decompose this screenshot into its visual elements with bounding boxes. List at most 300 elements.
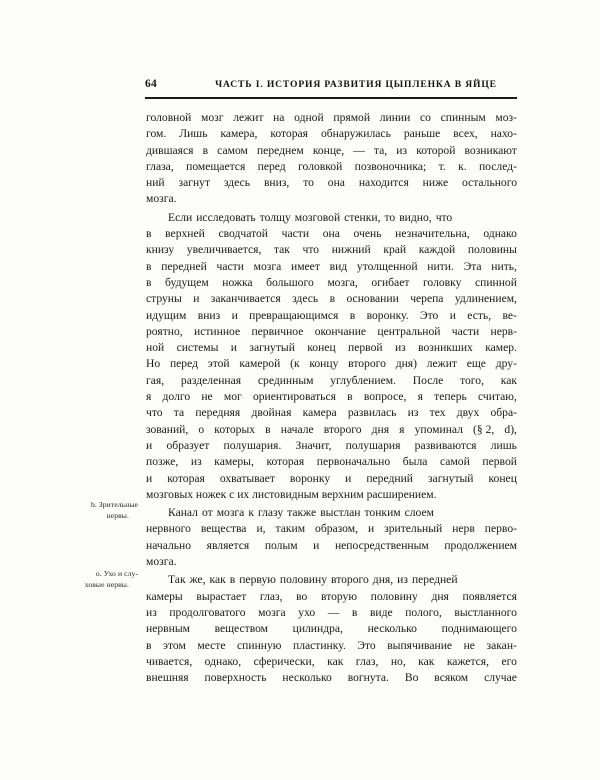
word: основании xyxy=(346,292,399,306)
word: передней xyxy=(411,573,458,587)
text-line xyxy=(146,521,517,537)
word: увеличивается, xyxy=(186,243,262,257)
word: из xyxy=(190,455,202,469)
word: продолжением xyxy=(444,538,517,552)
word: половины xyxy=(467,243,517,257)
word: ножка xyxy=(222,275,253,289)
word: как xyxy=(327,654,344,668)
word: что xyxy=(146,406,163,420)
word: в xyxy=(146,259,152,273)
paragraph-indent xyxy=(146,210,164,226)
word: что xyxy=(302,243,320,257)
sidenote-line: нервы. xyxy=(106,510,129,520)
word: и xyxy=(313,538,320,552)
word: Это xyxy=(419,308,439,322)
running-head xyxy=(145,78,517,96)
word: дня, xyxy=(372,573,394,587)
word: охватывает xyxy=(219,471,275,485)
word: гая, xyxy=(146,373,165,387)
word: Канал xyxy=(168,506,198,520)
word: заканчивается xyxy=(210,292,281,306)
text-line: мозга. xyxy=(146,555,177,569)
word: кажется, xyxy=(446,654,490,668)
word: концу xyxy=(309,357,339,371)
word: лежит xyxy=(426,357,457,371)
word: в xyxy=(351,605,358,619)
word: Значит, xyxy=(295,438,332,452)
word: превращающимся xyxy=(249,308,339,322)
word: чивается, xyxy=(146,654,193,668)
word: в xyxy=(265,422,271,436)
word: глазу xyxy=(257,506,284,520)
word: d), xyxy=(504,422,517,436)
word: ухо xyxy=(298,605,316,619)
text-line xyxy=(146,159,517,175)
word: конец xyxy=(307,341,336,355)
word: в xyxy=(349,308,356,322)
word: видно, xyxy=(399,210,432,224)
word: дру- xyxy=(495,357,517,371)
word: несколько xyxy=(282,671,332,685)
word: камерой xyxy=(239,357,281,371)
word: не xyxy=(463,638,475,652)
word: незначительна, xyxy=(395,227,470,241)
word: струны xyxy=(146,292,182,306)
word: в xyxy=(347,390,353,404)
word: остального xyxy=(461,176,517,190)
word: я xyxy=(417,390,423,404)
word: то xyxy=(384,210,396,224)
word: нить, xyxy=(491,259,517,273)
word: черепа xyxy=(410,292,444,306)
word: срединным xyxy=(257,373,314,387)
page-number: 64 xyxy=(145,78,157,90)
word: мог xyxy=(223,390,242,404)
word: этом xyxy=(163,638,186,652)
word: начально xyxy=(146,538,192,552)
word: мозга xyxy=(216,506,245,520)
text-line xyxy=(146,454,517,470)
word: здесь xyxy=(223,176,251,190)
word: первоначально xyxy=(316,455,391,469)
word: спинной xyxy=(474,275,517,289)
text-line xyxy=(146,373,517,389)
word: и xyxy=(193,292,200,306)
word: очень xyxy=(353,227,382,241)
word: позвоночника; xyxy=(354,159,427,173)
word: здесь xyxy=(292,292,319,306)
word: тонким xyxy=(364,506,401,520)
word: однако xyxy=(483,227,517,241)
word: лишь xyxy=(490,438,517,452)
paragraph xyxy=(146,210,517,503)
word: воронку xyxy=(289,471,331,485)
word: в xyxy=(329,292,336,306)
word: сферически, xyxy=(253,654,315,668)
word: таким xyxy=(275,522,306,536)
sidenote-optic-nerves xyxy=(42,500,138,521)
word: нервным xyxy=(146,622,190,636)
word: случае xyxy=(484,671,517,685)
word: идущим xyxy=(146,308,187,322)
word: закан- xyxy=(486,638,517,652)
word: в xyxy=(202,143,209,157)
word: конец xyxy=(488,471,517,485)
word: книзу xyxy=(146,243,175,257)
word: роятно, xyxy=(146,324,183,338)
text-line xyxy=(146,291,517,307)
text-line xyxy=(146,422,517,438)
word: загнутый xyxy=(427,471,474,485)
word: ниже xyxy=(422,176,449,190)
word: гом. xyxy=(146,127,167,141)
word: т. xyxy=(438,159,446,173)
word: месте xyxy=(197,638,226,652)
paragraph xyxy=(146,572,517,686)
text-line xyxy=(146,110,517,126)
word: большого xyxy=(266,275,314,289)
word: и xyxy=(146,438,153,452)
word: появляется xyxy=(462,589,517,603)
word: поднимающего xyxy=(441,622,517,636)
word: та, xyxy=(373,143,388,157)
text-line xyxy=(146,605,517,621)
word: мозга xyxy=(258,605,286,619)
word: которая xyxy=(270,127,309,141)
paragraph-indent xyxy=(146,572,164,588)
word: толщу xyxy=(259,210,291,224)
word: Во xyxy=(404,671,419,685)
text-line xyxy=(146,438,517,454)
word: спинную xyxy=(237,638,282,652)
word: ве- xyxy=(502,308,517,322)
word: которая xyxy=(167,471,205,485)
word: полым xyxy=(264,538,298,552)
text-line xyxy=(146,356,517,372)
word: дня) xyxy=(395,357,417,371)
word: обра- xyxy=(490,406,517,420)
word: головной xyxy=(146,111,192,124)
word: мозга, xyxy=(327,275,358,289)
word: и xyxy=(230,341,237,355)
text-line xyxy=(146,340,517,356)
word: считаю, xyxy=(478,390,517,404)
word: я xyxy=(146,390,152,404)
word: нижний xyxy=(331,243,371,257)
word: камеры, xyxy=(214,455,254,469)
word: загнутый xyxy=(249,341,295,355)
word: перед xyxy=(169,357,198,371)
word: которых xyxy=(214,422,256,436)
word: послед- xyxy=(478,159,517,173)
word: раньше xyxy=(403,127,441,141)
word: сводчатой xyxy=(218,227,268,241)
word: — xyxy=(353,143,365,157)
text-line xyxy=(146,226,517,242)
word: глаз, xyxy=(259,589,283,603)
word: огибает xyxy=(371,275,410,289)
text-line xyxy=(146,670,517,686)
word: как xyxy=(209,573,226,587)
word: первичное xyxy=(251,324,304,338)
word: которая xyxy=(266,455,305,469)
word: полого, xyxy=(405,605,442,619)
word: я xyxy=(399,422,405,436)
word: есть, xyxy=(467,308,492,322)
word: полушария. xyxy=(223,438,282,452)
word: головку xyxy=(422,275,462,289)
word: камеры xyxy=(146,589,183,603)
word: Лишь xyxy=(179,127,208,141)
word: слоем xyxy=(404,506,434,520)
word: перво- xyxy=(484,522,517,536)
word: которой xyxy=(416,143,456,157)
word: долго xyxy=(162,390,191,404)
word: мозг xyxy=(201,111,224,124)
word: от xyxy=(201,506,213,520)
word: переднем xyxy=(256,143,304,157)
text-line xyxy=(146,654,517,670)
word: вид xyxy=(329,259,348,273)
sidenote-line: о. Ухо и слу- xyxy=(95,569,138,578)
word: выстлан xyxy=(320,506,361,520)
word: пластинку. xyxy=(293,638,346,652)
word: зрительный xyxy=(384,522,443,536)
word: глаза, xyxy=(146,159,174,173)
text-line xyxy=(146,638,517,654)
running-title: ЧАСТЬ I. ИСТОРИЯ РАЗВИТИЯ ЦЫПЛЕНКА В ЯЙЦЕ xyxy=(215,79,497,90)
text-line xyxy=(146,572,517,588)
word: передний xyxy=(366,471,413,485)
sidenote-line: ховые нервы. xyxy=(84,579,129,589)
word: на xyxy=(273,111,285,124)
word: внешняя xyxy=(146,671,189,685)
paragraph xyxy=(146,505,517,570)
word: вниз xyxy=(197,308,221,322)
word: спинным xyxy=(440,111,486,124)
sidenote-ear-auditory-nerves xyxy=(42,569,138,590)
word: нерв xyxy=(452,522,475,536)
text-line xyxy=(146,471,517,487)
word: нервного xyxy=(146,522,191,536)
word: мозга xyxy=(253,259,282,273)
text-line xyxy=(146,505,517,521)
word: к xyxy=(248,506,254,520)
word: верхней xyxy=(165,227,205,241)
word: теперь xyxy=(434,390,467,404)
word: После xyxy=(412,373,444,387)
text-line xyxy=(146,143,517,159)
word: та xyxy=(173,406,185,420)
word: двойная xyxy=(251,406,292,420)
word: однако, xyxy=(204,654,242,668)
word: нахо- xyxy=(490,127,517,141)
word: части xyxy=(216,259,244,273)
word: линии xyxy=(379,111,411,124)
word: дившаяся xyxy=(146,143,194,157)
text-line xyxy=(146,175,517,191)
word: виде xyxy=(369,605,393,619)
word: цилиндра, xyxy=(292,622,343,636)
word: камер. xyxy=(485,341,517,355)
word: стенки, xyxy=(344,210,381,224)
word: в xyxy=(146,275,152,289)
word: всяком xyxy=(434,671,469,685)
word: образом, xyxy=(315,522,358,536)
word: Если xyxy=(168,210,193,224)
text-line xyxy=(146,275,517,291)
sidenote-line: b. Зрительные xyxy=(90,500,138,509)
word: будущем xyxy=(165,275,209,289)
paragraph xyxy=(146,110,517,208)
word: камера xyxy=(302,406,337,420)
word: из xyxy=(397,573,408,587)
word: моз- xyxy=(495,111,517,124)
text-line xyxy=(146,621,517,637)
word: камера, xyxy=(220,127,258,141)
word: передняя xyxy=(195,406,241,420)
word: ний xyxy=(146,176,165,190)
text-line xyxy=(146,589,517,605)
word: к. xyxy=(458,159,467,173)
text-line xyxy=(146,324,517,340)
word: нерв- xyxy=(490,324,517,338)
word: каждой xyxy=(418,243,456,257)
word: развилась xyxy=(347,406,397,420)
text-line xyxy=(146,389,517,405)
word: удлинением, xyxy=(454,292,517,306)
word: передней xyxy=(161,259,207,273)
word: второго xyxy=(323,422,362,436)
word: Это xyxy=(357,638,376,652)
word: всех, xyxy=(453,127,478,141)
word: из xyxy=(396,143,408,157)
word: как xyxy=(500,373,517,387)
header-rule xyxy=(145,97,517,99)
word: мозговой xyxy=(294,210,341,224)
word: полушария xyxy=(345,438,401,452)
body-text xyxy=(146,110,517,686)
word: так xyxy=(273,243,290,257)
word: Так xyxy=(168,573,186,587)
word: в xyxy=(146,638,152,652)
word: вопросе, xyxy=(363,390,407,404)
word: образует xyxy=(166,438,210,452)
word: развиваются xyxy=(414,438,477,452)
word: вогнута. xyxy=(347,671,389,685)
word: воронку. xyxy=(366,308,409,322)
word: первой xyxy=(482,455,517,469)
word: перед xyxy=(257,159,286,173)
word: части xyxy=(281,227,310,241)
word: вторую xyxy=(321,589,358,603)
word: позже, xyxy=(146,455,179,469)
word: первую xyxy=(239,573,276,587)
word: — xyxy=(327,605,340,619)
word: половину xyxy=(370,589,418,603)
word: тех xyxy=(429,406,446,420)
word: не xyxy=(201,390,213,404)
text-line xyxy=(146,126,517,142)
word: второго xyxy=(348,357,386,371)
word: двух xyxy=(456,406,480,420)
word: из xyxy=(146,605,157,619)
word: обнаружилась xyxy=(320,127,391,141)
word: веществом xyxy=(214,622,268,636)
word: утолщенной xyxy=(356,259,418,273)
word: является xyxy=(206,538,250,552)
word: прямой xyxy=(333,111,371,124)
text-line xyxy=(146,538,517,554)
word: центральной xyxy=(377,324,441,338)
word: его xyxy=(501,654,517,668)
word: самом xyxy=(217,143,248,157)
word: ной xyxy=(146,341,165,355)
word: глаз, xyxy=(355,654,379,668)
word: же, xyxy=(189,573,206,587)
word: дня xyxy=(371,422,390,436)
word: зований, xyxy=(146,422,189,436)
word: системы xyxy=(176,341,219,355)
word: выстланного xyxy=(454,605,517,619)
word: самой xyxy=(440,455,470,469)
word: имеет xyxy=(290,259,320,273)
word: ориентироваться xyxy=(252,390,336,404)
text-line xyxy=(146,308,517,324)
word: головкой xyxy=(298,159,343,173)
word: возникших xyxy=(418,341,473,355)
word: второго xyxy=(331,573,369,587)
word: со xyxy=(420,111,431,124)
word: она xyxy=(322,227,340,241)
word: дня xyxy=(431,589,449,603)
word: половину xyxy=(279,573,328,587)
word: того, xyxy=(460,373,484,387)
word: истинное xyxy=(194,324,241,338)
word: упоминал xyxy=(414,422,463,436)
word: вырастает xyxy=(196,589,247,603)
text-line: мозга. xyxy=(146,192,177,206)
word: непосредственным xyxy=(334,538,429,552)
word: была xyxy=(402,455,428,469)
word: в xyxy=(146,227,152,241)
text-line xyxy=(146,242,517,258)
text-line: мозговых ножек с их листовидным верхним расширением. xyxy=(146,487,437,501)
text-line xyxy=(146,210,517,226)
word: что xyxy=(435,210,453,224)
word: еще xyxy=(466,357,486,371)
word: но, xyxy=(390,654,406,668)
word: и xyxy=(449,308,456,322)
word: и xyxy=(345,471,352,485)
text-line xyxy=(146,405,517,421)
word: вещества xyxy=(200,522,247,536)
word: и xyxy=(146,471,153,485)
word: и xyxy=(231,308,238,322)
word: первой xyxy=(348,341,383,355)
paragraph-indent xyxy=(146,505,164,521)
word: во xyxy=(296,589,308,603)
word: помещается xyxy=(186,159,246,173)
word: и, xyxy=(256,522,266,536)
word: разделенная xyxy=(180,373,242,387)
word: одной xyxy=(294,111,324,124)
word: край xyxy=(383,243,407,257)
word: из xyxy=(407,406,419,420)
word: несколько xyxy=(367,622,417,636)
word: нити. xyxy=(427,259,454,273)
word: лежит xyxy=(233,111,264,124)
